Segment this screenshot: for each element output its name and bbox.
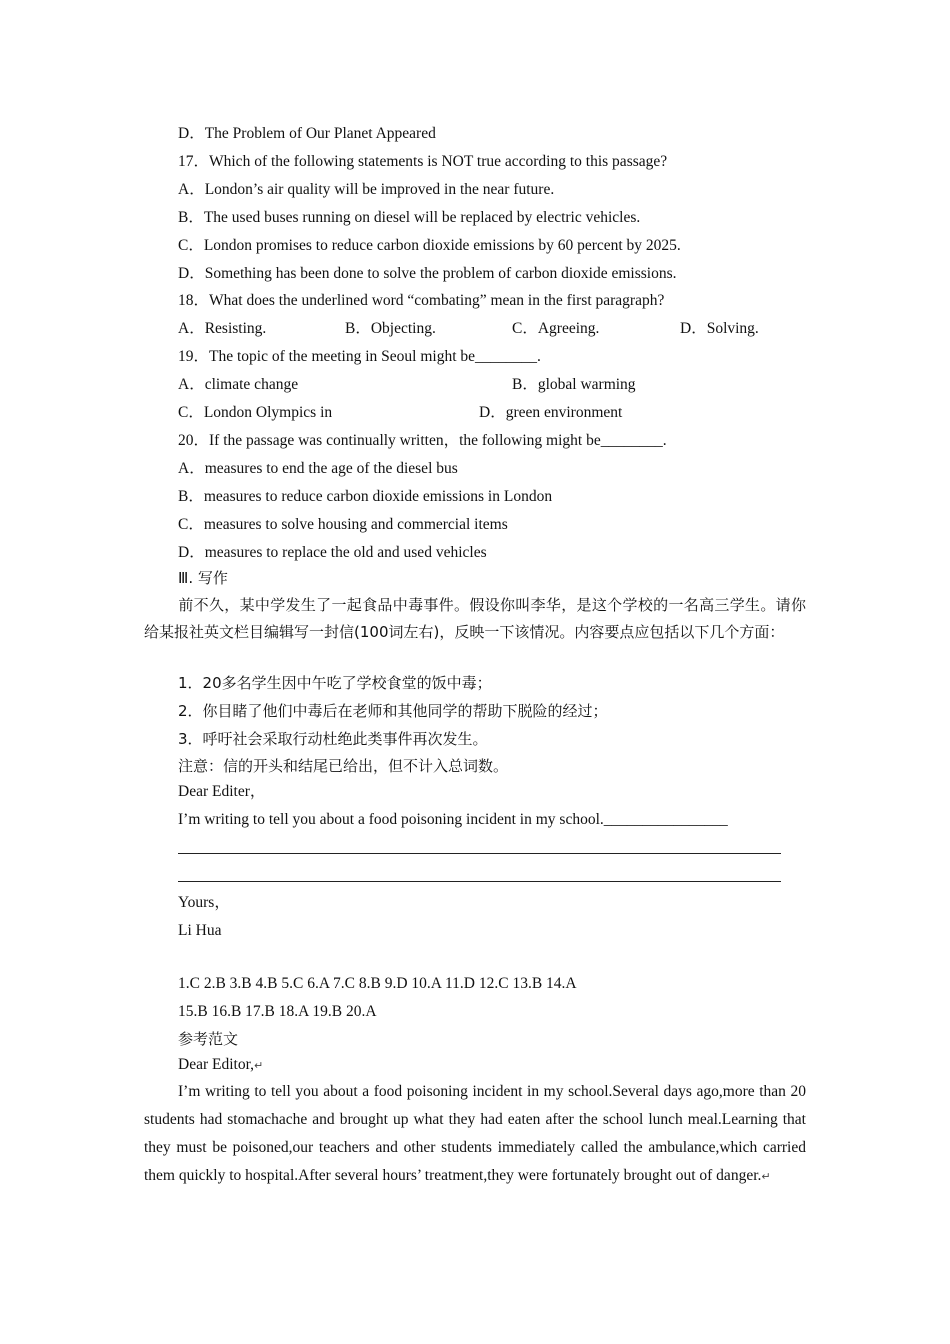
q17-stem: 17．Which of the following statements is NOT true according to this passage? <box>178 153 668 170</box>
letter-greeting: Dear Editer， <box>178 783 266 800</box>
q19-option-b: B．global warming <box>512 376 636 393</box>
q17-option-b: B．The used buses running on diesel will be replaced by electric vehicles. <box>178 209 641 226</box>
sample-body <box>144 1078 806 1191</box>
q17-option-d: D．Something has been done to solve the problem of carbon dioxide emissions. <box>178 265 677 282</box>
q17-option-a: A．London’s air quality will be improved in the near future. <box>178 181 555 198</box>
q20-option-d: D．measures to replace the old and used vehicles <box>178 544 487 561</box>
writing-point-3: 3．呼吁社会采取行动杜绝此类事件再次发生。 <box>178 730 488 748</box>
q19-option-a: A．climate change <box>178 376 299 393</box>
answer-key-line-1: 1.C 2.B 3.B 4.B 5.C 6.A 7.C 8.B 9.D 10.A 11.D 12.C 13.B 14.A <box>178 975 577 992</box>
answer-blank-line-1[interactable] <box>178 853 781 854</box>
sample-greeting <box>178 1055 263 1076</box>
answer-blank-line-2[interactable] <box>178 881 781 882</box>
q18-option-a: A．Resisting. <box>178 320 267 337</box>
writing-heading: Ⅲ. 写作 <box>178 569 228 587</box>
writing-point-1: 1．20多名学生因中午吃了学校食堂的饭中毒； <box>178 674 492 692</box>
q20-option-a: A．measures to end the age of the diesel bus <box>178 460 458 477</box>
writing-note-text: 信的开头和结尾已给出，但不计入总词数。 <box>223 757 509 775</box>
paragraph-mark-icon: ↵ <box>254 1059 264 1072</box>
letter-first-line: I’m writing to tell you about a food poisoning incident in my school.________________ <box>178 811 728 828</box>
sample-heading: 参考范文 <box>178 1030 239 1048</box>
q17-option-c: C．London promises to reduce carbon dioxide emissions by 60 percent by 2025. <box>178 237 681 254</box>
letter-signature: Li Hua <box>178 922 222 939</box>
q19-option-c: C．London Olympics in <box>178 404 333 421</box>
q16-option-d: D．The Problem of Our Planet Appeared <box>178 125 436 142</box>
writing-point-2: 2．你目睹了他们中毒后在老师和其他同学的帮助下脱险的经过； <box>178 702 608 720</box>
writing-note <box>178 756 508 776</box>
writing-note-label: 注意： <box>178 757 224 775</box>
q20-option-c: C．measures to solve housing and commercial items <box>178 516 508 533</box>
q18-stem: 18．What does the underlined word “combating” mean in the first paragraph? <box>178 292 665 309</box>
answer-key-line-2: 15.B 16.B 17.B 18.A 19.B 20.A <box>178 1003 377 1020</box>
q18-option-d: D．Solving. <box>680 320 759 337</box>
sample-body-text: I’m writing to tell you about a food poisoning incident in my school.Several days ago,more than 20 students had stomachache and brought up what they had eaten after the school lunch meal.Learning that they must be poisoned,our teachers and other students immediately called the ambulance,which carried them quickly to hospital.After several hours’ treatment,they were fortunately brought out of danger. <box>144 1083 806 1184</box>
q20-stem: 20．If the passage was continually written，the following might be________. <box>178 432 667 449</box>
q19-stem: 19．The topic of the meeting in Seoul might be________. <box>178 348 541 365</box>
writing-intro-text: 前不久，某中学发生了一起食品中毒事件。假设你叫李华，是这个学校的一名高三学生。请你给某报社英文栏目编辑写一封信(100词左右)，反映一下该情况。内容要点应包括以下几个方面： <box>144 596 806 641</box>
q18-option-c: C．Agreeing. <box>512 320 600 337</box>
sample-greeting-text: Dear Editor, <box>178 1056 254 1073</box>
q19-option-d: D．green environment <box>479 404 623 421</box>
paragraph-mark-icon: ↵ <box>761 1170 771 1183</box>
q18-option-b: B．Objecting. <box>345 320 436 337</box>
letter-closing: Yours， <box>178 894 230 911</box>
writing-intro <box>144 592 806 646</box>
q20-option-b: B．measures to reduce carbon dioxide emissions in London <box>178 488 553 505</box>
